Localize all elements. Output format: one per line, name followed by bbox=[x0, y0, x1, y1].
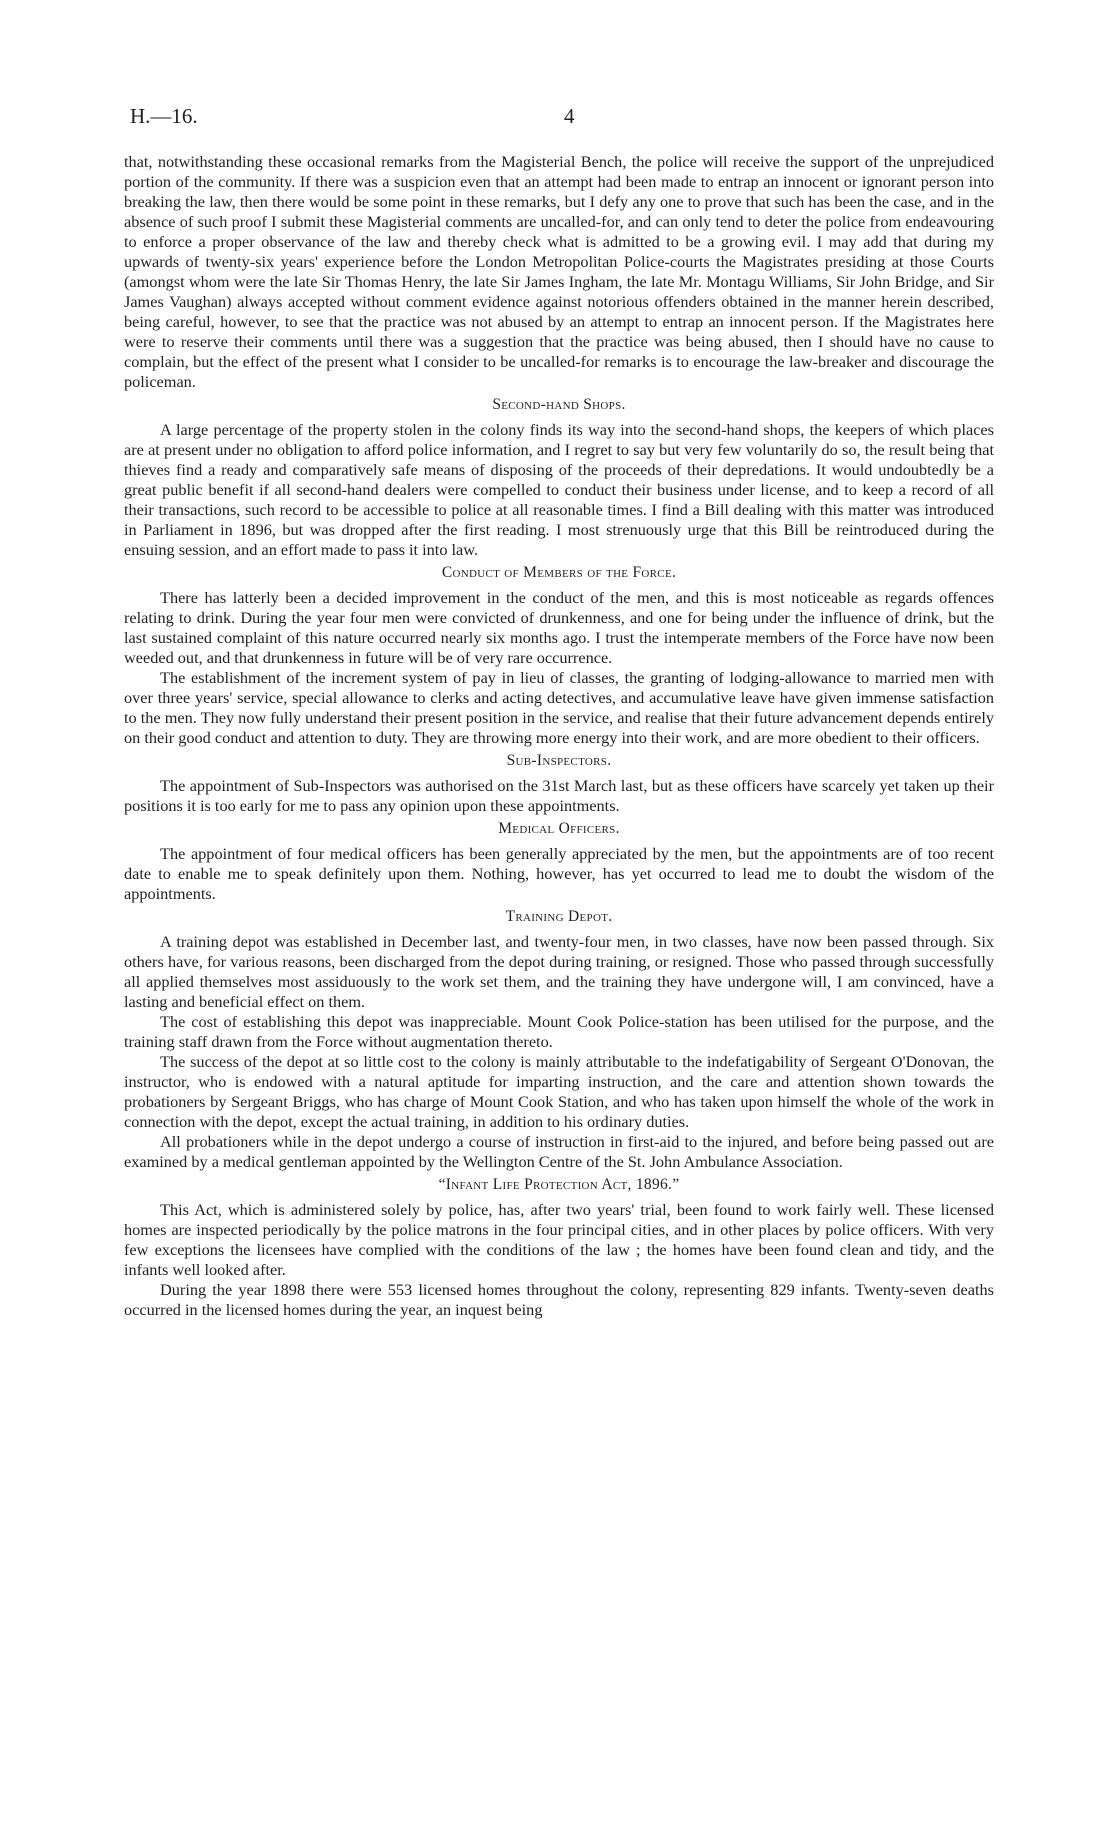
paragraph: A training depot was established in December last, and twenty-four men, in two classes, have now been passed through. Six others have, for various reasons, been discharged from the depot during training, or resigned. Those who passed through successfully all applied themselves most assiduously to the work set them, and the training they have undergone will, I am convinced, have a lasting and beneficial effect on them. bbox=[124, 932, 994, 1011]
document-body bbox=[124, 152, 994, 1320]
section-heading-infant-life-protection-act: “Infant Life Protection Act, 1896.” bbox=[438, 1176, 680, 1193]
running-head bbox=[130, 104, 990, 134]
paragraph: that, notwithstanding these occasional remarks from the Magisterial Bench, the police will receive the support of the unprejudiced portion of the community. If there was a suspicion even that an attempt had been made to entrap an innocent or ignorant person into breaking the law, then there would be some point in these remarks, but I defy any one to prove that such has been the case, and in the absence of such proof I submit these Magisterial comments are uncalled-for, and can only tend to deter the police from endeavouring to enforce a proper observance of the law and thereby check what is admitted to be a growing evil. I may add that during my upwards of twenty-six years' experience before the London Metropolitan Police-courts the Magistrates presiding at those Courts (amongst whom were the late Sir Thomas Henry, the late Sir James Ingham, the late Mr. Montagu Williams, Sir John Bridge, and Sir James Vaughan) always accepted without comment evidence against notorious offenders obtained in the manner herein described, being careful, however, to see that the practice was not abused by an attempt to entrap an innocent person. If the Magistrates here were to reserve their comments until there was a suggestion that the practice was being abused, then I should have no cause to complain, but the effect of the present what I consider to be uncalled-for remarks is to encourage the law-breaker and discourage the policeman. bbox=[124, 152, 994, 391]
paragraph: The cost of establishing this depot was inappreciable. Mount Cook Police-station has been utilised for the purpose, and the training staff drawn from the Force without augmentation thereto. bbox=[124, 1012, 994, 1051]
section-heading-training-depot: Training Depot. bbox=[505, 908, 613, 925]
paragraph: There has latterly been a decided improvement in the conduct of the men, and this is most noticeable as regards offences relating to drink. During the year four men were convicted of drunkenness, and one for being under the influence of drink, but the last sustained complaint of this nature occurred nearly six months ago. I trust the intemperate members of the Force have now been weeded out, and that drunkenness in future will be of very rare occurrence. bbox=[124, 588, 994, 667]
paragraph: All probationers while in the depot undergo a course of instruction in first-aid to the injured, and before being passed out are examined by a medical gentleman appointed by the Wellington Centre of the St. John Ambulance Association. bbox=[124, 1132, 994, 1171]
paragraph: The appointment of four medical officers has been generally appreciated by the men, but the appointments are of too recent date to enable me to speak definitely upon them. Nothing, however, has yet occurred to lead me to doubt the wisdom of the appointments. bbox=[124, 844, 994, 903]
paragraph: A large percentage of the property stolen in the colony finds its way into the second-hand shops, the keepers of which places are at present under no obligation to afford police information, and I regret to say but very few voluntarily do so, the result being that thieves find a ready and comparatively safe means of disposing of the proceeds of their depredations. It would undoubtedly be a great public benefit if all second-hand dealers were compelled to conduct their business under license, and to keep a record of all their transactions, such record to be accessible to police at all reasonable times. I find a Bill dealing with this matter was introduced in Parliament in 1896, but was dropped after the first reading. I most strenuously urge that this Bill be reintroduced during the ensuing session, and an effort made to pass it into law. bbox=[124, 420, 994, 559]
section-heading-sub-inspectors: Sub-Inspectors. bbox=[506, 752, 612, 769]
paragraph: The success of the depot at so little cost to the colony is mainly attributable to the indefatigability of Sergeant O'Donovan, the instructor, who is endowed with a natural aptitude for imparting instruction, and the care and attention shown towards the probationers by Sergeant Briggs, who has charge of Mount Cook Station, and who has taken upon himself the whole of the work in connection with the depot, except the actual training, in addition to his ordinary duties. bbox=[124, 1052, 994, 1131]
section-heading-conduct: Conduct of Members of the Force. bbox=[441, 564, 677, 581]
page-number: 4 bbox=[564, 104, 575, 128]
paragraph: The establishment of the increment system of pay in lieu of classes, the granting of lodging-allowance to married men with over three years' service, special allowance to clerks and acting detectives, and accumulative leave have given immense satisfaction to the men. They now fully understand their present position in the service, and realise that their future advancement depends entirely on their good conduct and attention to duty. They are throwing more energy into their work, and are more obedient to their officers. bbox=[124, 668, 994, 747]
document-reference: H.—16. bbox=[130, 104, 198, 128]
section-heading-second-hand-shops: Second-hand Shops. bbox=[492, 396, 626, 413]
paragraph: This Act, which is administered solely by police, has, after two years' trial, been found to work fairly well. These licensed homes are inspected periodically by the police matrons in the four principal cities, and in other places by police officers. With very few exceptions the licensees have complied with the conditions of the law ; the homes have been found clean and tidy, and the infants well looked after. bbox=[124, 1200, 994, 1279]
paragraph: The appointment of Sub-Inspectors was authorised on the 31st March last, but as these officers have scarcely yet taken up their positions it is too early for me to pass any opinion upon these appointments. bbox=[124, 776, 994, 815]
section-heading-medical-officers: Medical Officers. bbox=[498, 820, 620, 837]
paragraph: During the year 1898 there were 553 licensed homes throughout the colony, representing 829 infants. Twenty-seven deaths occurred in the licensed homes during the year, an inquest being bbox=[124, 1280, 994, 1319]
